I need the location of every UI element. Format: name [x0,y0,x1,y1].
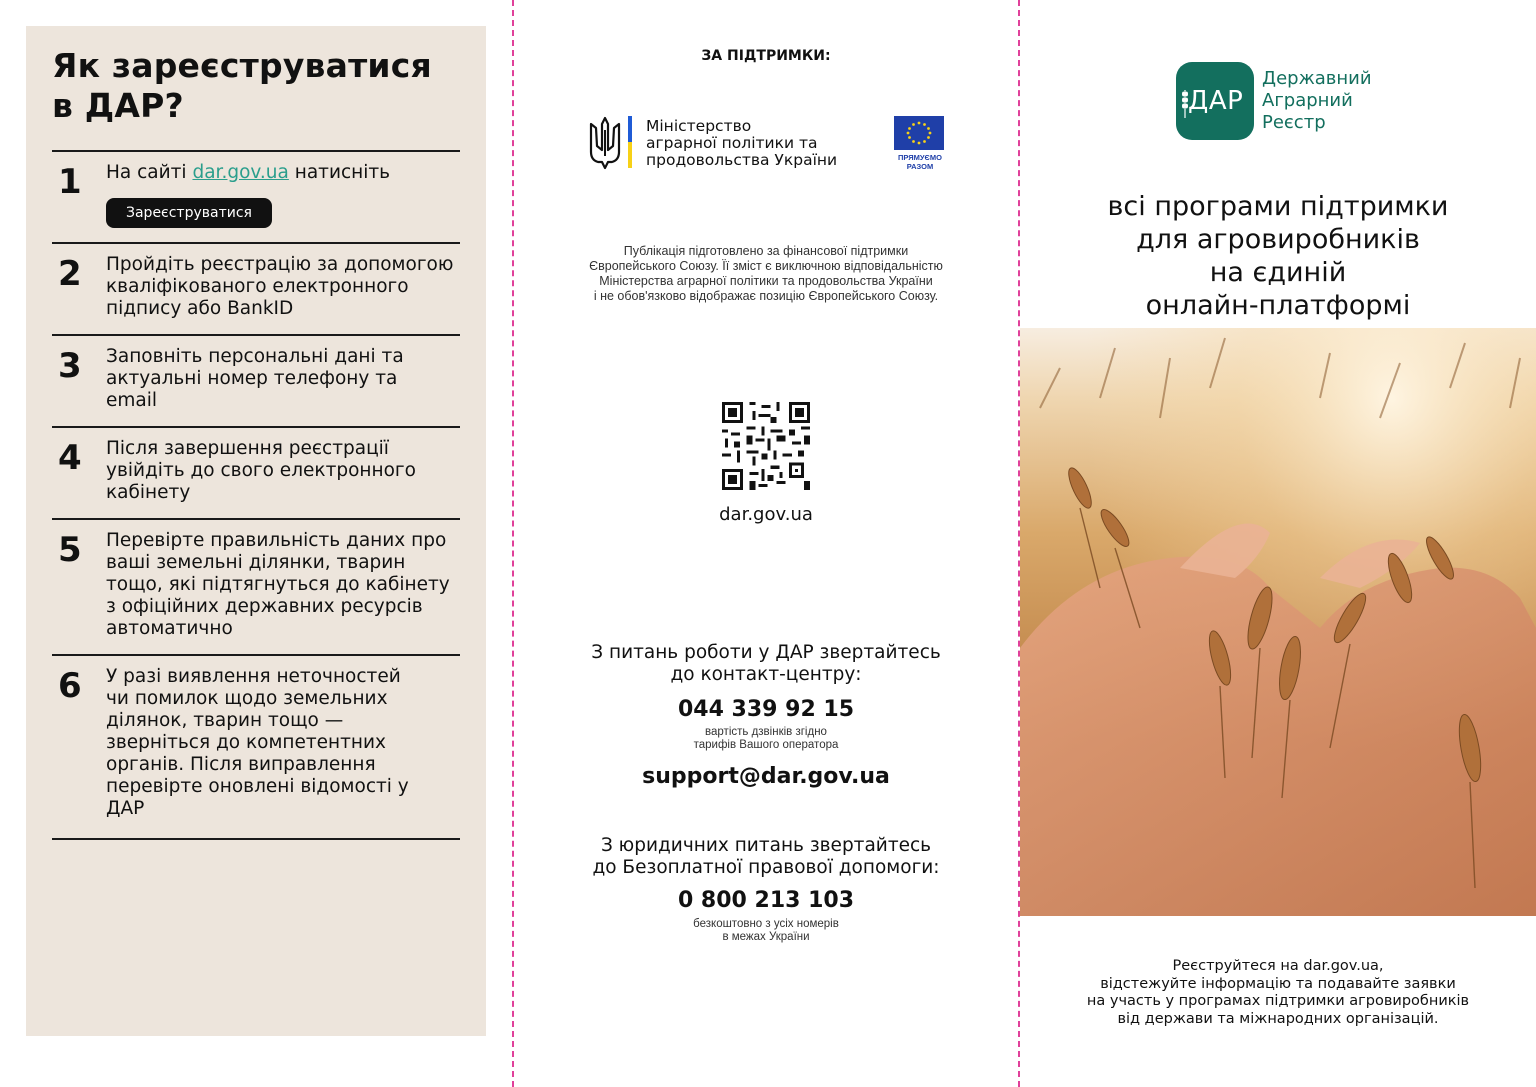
dar-logo-name: Державний Аграрний Реєстр [1262,68,1372,133]
step-number: 3 [58,346,82,386]
step-text: Після завершення реєстрації увійдіть до свого електронного кабінету [106,438,416,503]
tagline: всі програми підтримки для агровиробників на єдиній онлайн-платформі [1107,191,1449,321]
step-number: 2 [58,254,82,294]
steps-list [52,150,460,840]
contacts-panel [514,0,1018,1087]
contact-center-phone[interactable]: 044 339 92 15 [677,697,855,722]
ministry-name: Міністерство аграрної політики та продовольства України [646,117,838,169]
step-number: 1 [58,162,82,202]
step-number: 4 [58,438,82,478]
legal-aid-heading: З юридичних питань звертайтесь до Безоплатної правової допомоги: [592,835,940,878]
qr-url[interactable]: dar.gov.ua [719,504,813,525]
support-title: ЗА ПІДТРИМКИ: [701,48,831,64]
registration-title: Як зареєструватися в ДАР? [52,46,432,125]
step-text: У разі виявлення неточностей чи помилок щодо земельних ділянок, тварин тощо — зверніться до компетентних органів. Після виправлення перевірте оновлені відомості у ДАР [106,666,409,819]
step-text-after: натисніть [288,162,391,183]
legal-aid-phone-note: безкоштовно з усіх номерів в межах України [693,918,839,943]
dar-logo-mark [1176,62,1254,140]
eu-disclaimer: Публікація підготовлено за фінансової підтримки Європейського Союзу. Її зміст є виключною відповідальністю Міністерства аграрної політики та продовольства України і не обов'язково відображає позицію Європейського Союзу. [589,244,943,303]
ukraine-flag-stripe [628,116,632,168]
step-text: Перевірте правильність даних про ваші земельні ділянки, тварин тощо, які підтягнуться до кабінету з офіційних державних ресурсів автоматично [106,530,450,639]
step-number: 5 [58,530,82,570]
step-text: Заповніть персональні дані та актуальні номер телефону та email [106,346,404,411]
step-3 [52,336,460,428]
step-number: 6 [58,666,82,706]
step-2 [52,244,460,336]
dar-logo [1176,62,1416,142]
cover-bottom-text: Реєструйтеся на dar.gov.ua, відстежуйте інформацію та подавайте заявки на участь у програмах підтримки агровиробників від держави та міжнародних організацій. [1086,958,1470,1027]
step-1 [52,152,460,244]
step-4 [52,428,460,520]
registration-panel [26,26,486,1036]
eu-caption: ПРЯМУЄМО РАЗОМ [898,153,942,171]
eu-flag-icon [894,116,944,150]
qr-code-icon[interactable] [722,402,810,490]
legal-aid-phone[interactable]: 0 800 213 103 [677,888,855,913]
step-text [106,162,390,228]
contact-center-phone-note: вартість дзвінків згідно тарифів Вашого оператора [693,726,839,751]
step-5 [52,520,460,656]
dar-logo-abbr: ДАР [1188,86,1244,116]
dar-link[interactable]: dar.gov.ua [192,162,289,183]
step-text-before: На сайті [106,162,193,183]
cover-panel [1020,0,1536,1087]
trident-icon [588,116,622,170]
support-email[interactable]: support@dar.gov.ua [642,764,890,789]
step-6 [52,656,460,840]
wheat-hands-photo [1020,328,1536,916]
contact-center-heading: З питань роботи у ДАР звертайтесь до контакт-центру: [591,642,941,685]
partner-logos [588,114,948,174]
step-text: Пройдіть реєстрацію за допомогою кваліфікованого електронного підпису або BankID [106,254,454,319]
eu-logo [894,116,946,171]
register-button[interactable]: Зареєструватися [106,198,272,228]
